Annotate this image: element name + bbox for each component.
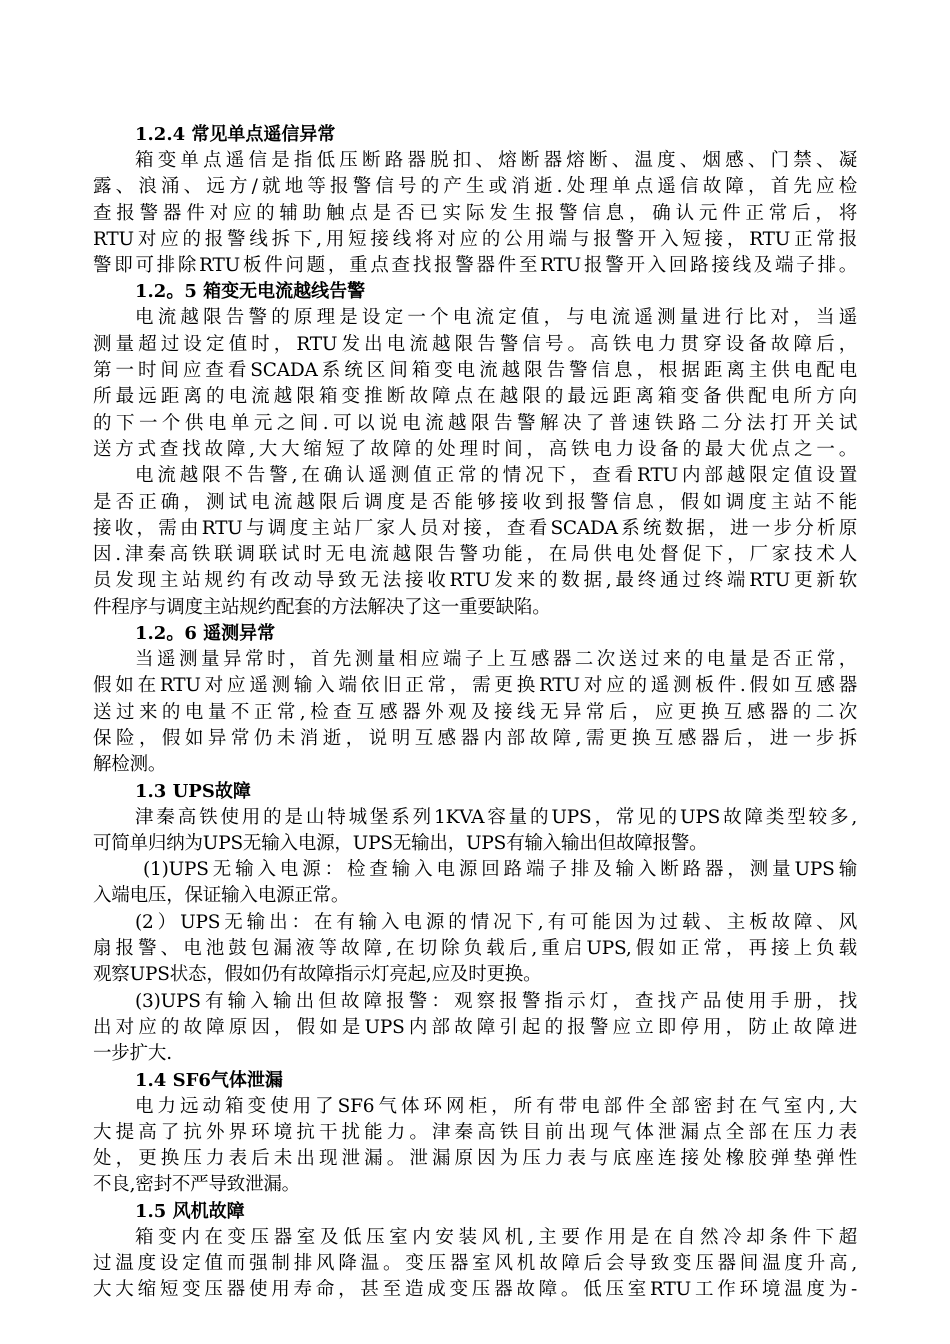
text-line: 大大缩短变压器使用寿命，甚至造成变压器故障。低压室RTU工作环境温度为-: [93, 1279, 857, 1301]
text-line: (1)UPS无输入电源：检查输入电源回路端子排及输入断路器，测量UPS输: [143, 859, 857, 881]
text-line: 一步扩大.: [93, 1043, 172, 1065]
heading-1-3: 1.3 UPS故障: [135, 780, 251, 802]
text-line: (3)UPS有输入输出但故障报警：观察报警指示灯，查找产品使用手册，找: [135, 990, 857, 1012]
text-line: 电流越限告警的原理是设定一个电流定值，与电流遥测量进行比对，当遥: [135, 307, 857, 329]
text-line: 电流越限不告警,在确认遥测值正常的情况下，查看RTU内部越限定值设置: [135, 465, 857, 487]
text-line: 所最远距离的电流越限箱变推断故障点在越限的最远距离箱变备供配电所方向: [93, 386, 857, 408]
text-line: 露、浪涌、远方/就地等报警信号的产生或消逝.处理单点遥信故障，首先应检: [93, 176, 857, 198]
text-line: 入端电压，保证输入电源正常。: [93, 885, 350, 907]
text-line: 是否正确，测试电流越限后调度是否能够接收到报警信息，假如调度主站不能: [93, 491, 857, 513]
heading-1-2-5: 1.2。5 箱变无电流越线告警: [135, 281, 366, 303]
text-line: 送过来的电量不正常,检查互感器外观及接线无异常后，应更换互感器的二次: [93, 701, 857, 723]
text-line: 送方式查找故障,大大缩短了故障的处理时间，高铁电力设备的最大优点之一。: [93, 438, 857, 460]
text-line: 警即可排除RTU板件问题，重点查找报警器件至RTU报警开入回路接线及端子排。: [93, 255, 857, 277]
text-line: 当遥测量异常时，首先测量相应端子上互感器二次送过来的电量是否正常，: [135, 649, 857, 671]
heading-1-4: 1.4 SF6气体泄漏: [135, 1069, 283, 1091]
text-line: 扇报警、电池鼓包漏液等故障,在切除负载后,重启UPS,假如正常，再接上负载: [93, 938, 857, 960]
text-line: 处，更换压力表后未出现泄漏。泄漏原因为压力表与底座连接处橡胶弹垫弹性: [93, 1148, 857, 1170]
text-line: 接收，需由RTU与调度主站厂家人员对接，查看SCADA系统数据，进一步分析原: [93, 517, 857, 539]
text-line: 电力远动箱变使用了SF6气体环网柜，所有带电部件全部密封在气室内,大: [135, 1095, 857, 1117]
text-line: 假如在RTU对应遥测输入端依旧正常，需更换RTU对应的遥测板件.假如互感器: [93, 675, 857, 697]
text-line: (2）UPS无输出：在有输入电源的情况下,有可能因为过载、主板故障、风: [135, 911, 857, 933]
text-line: 员发现主站规约有改动导致无法接收RTU发来的数据,最终通过终端RTU更新软: [93, 570, 857, 592]
text-line: 过温度设定值而强制排风降温。变压器室风机故障后会导致变压器间温度升高,: [93, 1252, 857, 1274]
text-line: 箱变内在变压器室及低压室内安装风机,主要作用是在自然冷却条件下超: [135, 1226, 857, 1248]
text-line: 件程序与调度主站规约配套的方法解决了这一重要缺陷。: [93, 596, 551, 618]
heading-1-2-6: 1.2。6 遥测异常: [135, 623, 276, 645]
heading-1-5: 1.5 风机故障: [135, 1200, 245, 1222]
heading-1-2-4: 1.2.4 常见单点遥信异常: [135, 124, 336, 145]
text-line: 因.津秦高铁联调联试时无电流越限告警功能，在局供电处督促下，厂家技术人: [93, 544, 857, 566]
text-line: 大提高了抗外界环境抗干扰能力。津秦高铁目前出现气体泄漏点全部在压力表: [93, 1121, 857, 1143]
text-line: 不良,密封不严导致泄漏。: [93, 1174, 300, 1196]
text-line: 出对应的故障原因，假如是UPS内部故障引起的报警应立即停用，防止故障进: [93, 1016, 857, 1038]
text-line: 第一时间应查看SCADA系统区间箱变电流越限告警信息，根据距离主供电配电: [93, 360, 857, 382]
document-body: [93, 122, 857, 1304]
text-line: 津秦高铁使用的是山特城堡系列1KVA容量的UPS，常见的UPS故障类型较多,: [135, 806, 857, 828]
text-line: 测量超过设定值时，RTU发出电流越限告警信号。高铁电力贯穿设备故障后，: [93, 333, 857, 355]
text-line: 的下一个供电单元之间.可以说电流越限告警解决了普速铁路二分法打开关试: [93, 412, 857, 434]
text-line: 解检测。: [93, 754, 167, 776]
text-line: 可简单归纳为UPS无输入电源，UPS无输出，UPS有输入输出但故障报警。: [93, 832, 708, 854]
text-line: RTU对应的报警线拆下,用短接线将对应的公用端与报警开入短接，RTU正常报: [93, 228, 857, 250]
text-line: 保险，假如异常仍未消逝，说明互感器内部故障,需更换互感器后，进一步拆: [93, 727, 857, 749]
text-line: 查报警器件对应的辅助触点是否已实际发生报警信息，确认元件正常后，将: [93, 202, 857, 224]
text-line: 观察UPS状态，假如仍有故障指示灯亮起,应及时更换。: [93, 964, 542, 986]
text-line: 箱变单点遥信是指低压断路器脱扣、熔断器熔断、温度、烟感、门禁、凝: [135, 150, 857, 171]
